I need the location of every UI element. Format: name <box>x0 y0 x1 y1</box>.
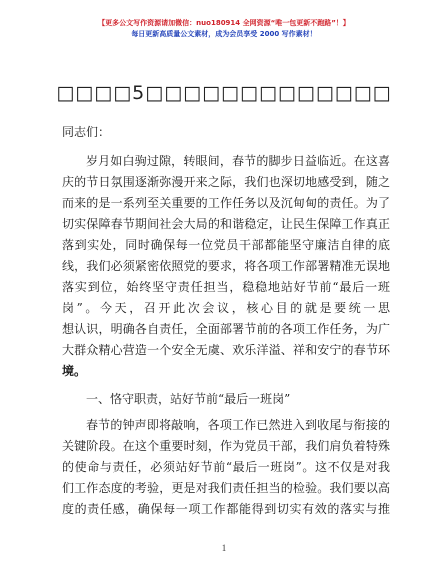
paragraph-line: 而来的是一系列至关重要的工作任务以及沉甸甸的责任。为了 <box>62 196 390 210</box>
paragraph-line: 关键阶段。在这个重要时刻，作为党员干部，我们肩负着特殊 <box>62 439 390 453</box>
paragraph-line: 境。 <box>62 364 87 378</box>
paragraph-line: 切实保障春节期间社会大局的和谐稳定，让民生保障工作真正 <box>62 217 390 231</box>
promo-banner-line-2: 每日更新高质量公文素材，成为会员享受 2000 写作素材！ <box>131 30 317 38</box>
paragraph-line: 春节的钟声即将敲响，各项工作已然进入到收尾与衔接的 <box>86 418 390 432</box>
paragraph-line: 岗”。今天，召开此次会议，核心目的就是要统一思 <box>62 301 390 315</box>
document-title: □□□□5□□□□□□□□□□□□□ <box>56 82 392 104</box>
greeting: 同志们： <box>62 125 111 139</box>
paragraph-line: 线，我们必须紧密依照党的要求，将各项工作部署精准无误地 <box>62 259 390 273</box>
paragraph-line: 庆的节日氛围逐渐弥漫开来之际，我们也深切地感受到，随之 <box>62 175 390 189</box>
page-number: 1 <box>221 543 227 553</box>
paragraph-line: 大群众精心营造一个安全无虞、欢乐洋溢、祥和安宁的春节环 <box>62 343 390 357</box>
paragraph-line: 度的责任感，确保每一项工作都能得到切实有效的落实与推 <box>62 502 390 516</box>
paragraph-line: 落实到位，始终坚守责任担当，稳稳地站好节前“最后一班 <box>62 280 390 294</box>
paragraph-line: 岁月如白驹过隙，转眼间，春节的脚步日益临近。在这喜 <box>86 154 390 168</box>
paragraph-line: 的使命与责任，必须站好节前“最后一班岗”。这不仅是对我 <box>62 460 390 474</box>
promo-banner-line-1: 【更多公文写作资源请加微信：nuo180914 全网资源“唯一包更新不跑路”！】 <box>98 19 350 27</box>
section-heading: 一、恪守职责，站好节前“最后一班岗” <box>86 392 291 406</box>
paragraph-line: 想认识，明确各自责任，全面部署节前的各项工作任务，为广 <box>62 322 390 336</box>
paragraph-line: 落到实处，同时确保每一位党员干部都能坚守廉洁自律的底 <box>62 238 390 252</box>
paragraph-line: 们工作态度的考验，更是对我们责任担当的检验。我们要以高 <box>62 481 390 495</box>
